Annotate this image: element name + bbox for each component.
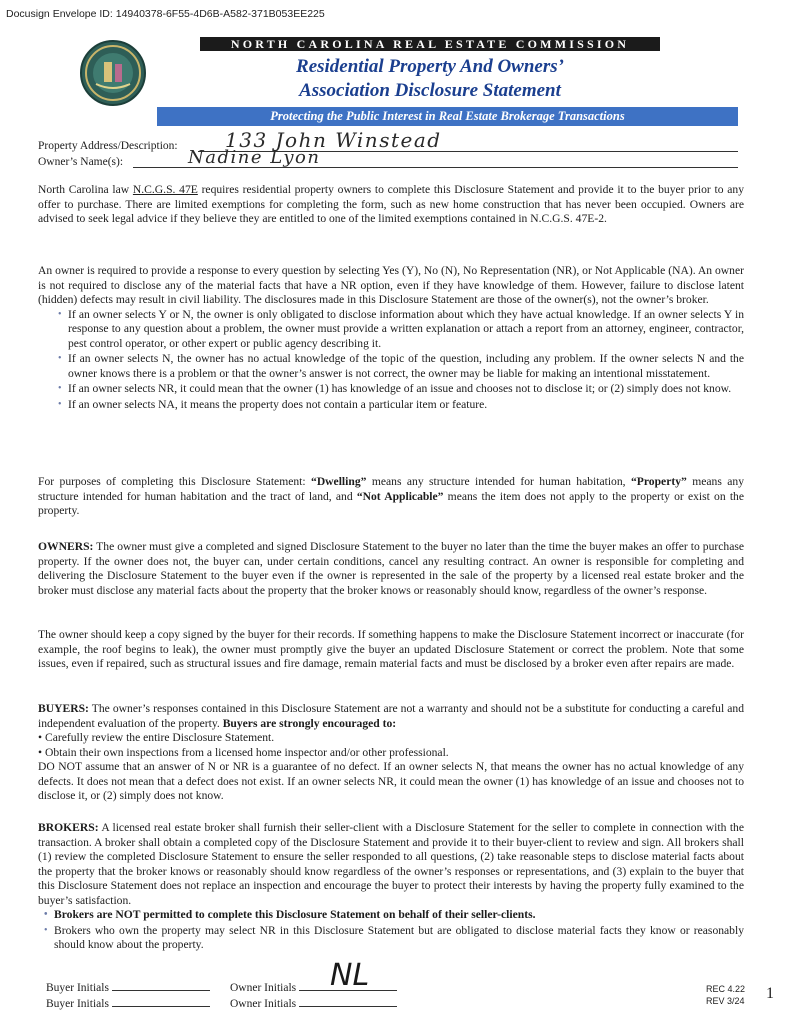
seal-icon xyxy=(82,42,144,104)
nc-seal-logo xyxy=(80,40,146,106)
tagline-banner: Protecting the Public Interest in Real Estate Brokerage Transactions xyxy=(157,107,738,126)
list-item: • Brokers who own the property may select NR in this Disclosure Statement but are obligated to disclose material facts they know or reasonably should know about the property. xyxy=(54,924,744,953)
brokers-bullets xyxy=(38,908,744,953)
intro-paragraph: North Carolina law N.C.G.S. 47E requires residential property owners to complete this Disclosure Statement and provide it to the buyer prior to any offer to purchase. There are limited exemptions for completing the form, such as new home construction that has never been occupied. Owners are advised to seek legal advice if they believe they are entitled to one of the limited exemptions contained in N.C.G.S. 47E-2. xyxy=(38,183,745,225)
list-item: • If an owner selects NA, it means the property does not contain a particular item or feature. xyxy=(68,398,744,413)
list-item: • Obtain their own inspections from a licensed home inspector and/or other professional. xyxy=(38,745,449,759)
statute-link[interactable]: N.C.G.S. 47E xyxy=(132,183,198,196)
rec-code: REC 4.22 xyxy=(706,984,746,994)
list-item: • Carefully review the entire Disclosure Statement. xyxy=(38,731,275,744)
owners-heading: OWNERS: xyxy=(38,540,94,553)
owner-initials-1[interactable]: Owner Initials xyxy=(230,980,397,994)
owners-section: OWNERS: The owner must give a completed and signed Disclosure Statement to the buyer no later than the time the buyer makes an offer to purchase property. If the owner does not, the buyer can, under certain conditions, cancel any resulting contract. An owner is responsible for completing and delivering the Disclosure Statement to the buyer even if the owner is represented in the sale of the property by a licensed real estate broker and the broker must disclose any material facts about the property that the broker knows or reasonably should know, regardless of the owner’s response. xyxy=(38,540,744,597)
owner-initials-signature: NL xyxy=(330,958,370,993)
buyer-initials-1[interactable]: Buyer Initials xyxy=(46,980,210,994)
list-item: • If an owner selects Y or N, the owner is only obligated to disclose information about which they have actual knowledge. If an owner selects Y in response to any question about a problem, the owner must provide a written explanation or attach a report from an attorney, engineer, contractor, pest control operator, or other expert or public agency describing it. xyxy=(68,308,744,352)
commission-banner: NORTH CAROLINA REAL ESTATE COMMISSION xyxy=(200,37,660,51)
form-title-line1: Residential Property And Owners’ xyxy=(296,56,564,77)
owner-initials-2[interactable]: Owner Initials xyxy=(230,996,397,1010)
brokers-section: BROKERS: A licensed real estate broker shall furnish their seller-client with a Disclosure Statement for the seller to complete in connection with the transaction. A broker shall obtain a completed copy of the Disclosure Statement and provide it to their buyer-client to review and sign. All brokers shall (1) review the completed Disclosure Statement to ensure the seller responded to all questions, (2) take reasonable steps to disclose material facts about the property that the broker knows or reasonably should know regardless of the owner’s responses or representations, and (3) explain to the buyer that this Disclosure Statement does not replace an inspection and encourage the buyer to protect their interests by having the property fully examined to the buyer’s satisfaction. • Brokers are NOT permitted to complete this Disclosure Statement on behalf of their seller-clients. • Brokers who own the property may select NR in this Disclosure Statement but are obligated to disclose material facts they know or reasonably should know about the property. xyxy=(38,821,744,954)
list-item: • Brokers are NOT permitted to complete this Disclosure Statement on behalf of their seller-clients. xyxy=(54,908,744,923)
form-title-line2: Association Disclosure Statement xyxy=(299,80,561,101)
address-label: Property Address/Description: xyxy=(38,140,178,152)
rev-code: REV 3/24 xyxy=(706,996,745,1006)
buyers-heading: BUYERS: xyxy=(38,702,89,715)
page-number: 1 xyxy=(766,985,774,1002)
owner-name-label: Owner’s Name(s): xyxy=(38,156,124,168)
owners-update-paragraph: The owner should keep a copy signed by the buyer for their records. If something happens to make the Disclosure Statement incorrect or inaccurate (for example, the roof begins to leak), the owner must promptly give the buyer an updated Disclosure Statement or correct the problem. Note that some issues, even if repaired, such as structural issues and fire damage, remain material facts and must be disclosed by a broker even after repairs are made. xyxy=(38,628,744,670)
response-bullets xyxy=(38,308,744,413)
list-item: • If an owner selects N, the owner has no actual knowledge of the topic of the question, including any problem. If the owner selects N and the owner knows there is a problem or that the owner’s answer is not correct, the owner may be liable for making an intentional misstatement. xyxy=(68,352,744,381)
definitions-paragraph: For purposes of completing this Disclosure Statement: “Dwelling” means any structure intended for human habitation, “Property” means any structure intended for human habitation and the tract of land, and “Not Applicable” means the item does not apply to the property or exist on the property. xyxy=(38,475,744,517)
address-field[interactable]: 133 John Winstead xyxy=(225,128,442,152)
buyers-section: BUYERS: The owner’s responses contained in this Disclosure Statement are not a warranty and should not be a substitute for conducting a careful and independent evaluation of the property. Buyers are strongly encouraged to: • Carefully review the entire Disclosure Statement. • Obtain their own inspections from a licensed home inspector and/or other professional. DO NOT assume that an answer of N or NR is a guarantee of no defect. If an owner selects N, that means the owner has no actual knowledge of any defects. It does not mean that a defect does not exist. If an owner selects NR, it could mean the owner (1) has knowledge of an issue and chooses not to disclose it, or (2) simply does not know. xyxy=(38,702,744,802)
response-instructions: An owner is required to provide a response to every question by selecting Yes (Y), No (N), No Representation (NR), or Not Applicable (NA). An owner is not required to disclose any of the material facts that have a NR option, even if they have knowledge of them. However, failure to disclose latent (hidden) defects may result in civil liability. The disclosures made in this Disclosure Statement are those of the owner(s), not the owner’s broker. • If an owner selects Y or N, the owner is only obligated to disclose information about which they have actual knowledge. If an owner selects Y in response to any question about a problem, the owner must provide a written explanation or attach a report from an attorney, engineer, contractor, pest control operator, or other expert or public agency describing it. • If an owner selects N, the owner has no actual knowledge of the topic of the question, including any problem. If the owner selects N and the owner knows there is a problem or that the owner’s answer is not correct, the owner may be liable for making an intentional misstatement. • If an owner selects NR, it could mean that the owner (1) has knowledge of an issue and chooses not to disclose it; or (2) simply does not know. • If an owner selects NA, it means the property does not contain a particular item or feature. xyxy=(38,264,744,413)
envelope-id: Docusign Envelope ID: 14940378-6F55-4D6B-A582-371B053EE225 xyxy=(6,8,325,20)
owner-name-field[interactable]: Nadine Lyon xyxy=(188,147,321,168)
list-item: • If an owner selects NR, it could mean that the owner (1) has knowledge of an issue and chooses not to disclose it; or (2) simply does not know. xyxy=(68,382,744,397)
brokers-heading: BROKERS: xyxy=(38,821,99,834)
buyer-initials-2[interactable]: Buyer Initials xyxy=(46,996,210,1010)
